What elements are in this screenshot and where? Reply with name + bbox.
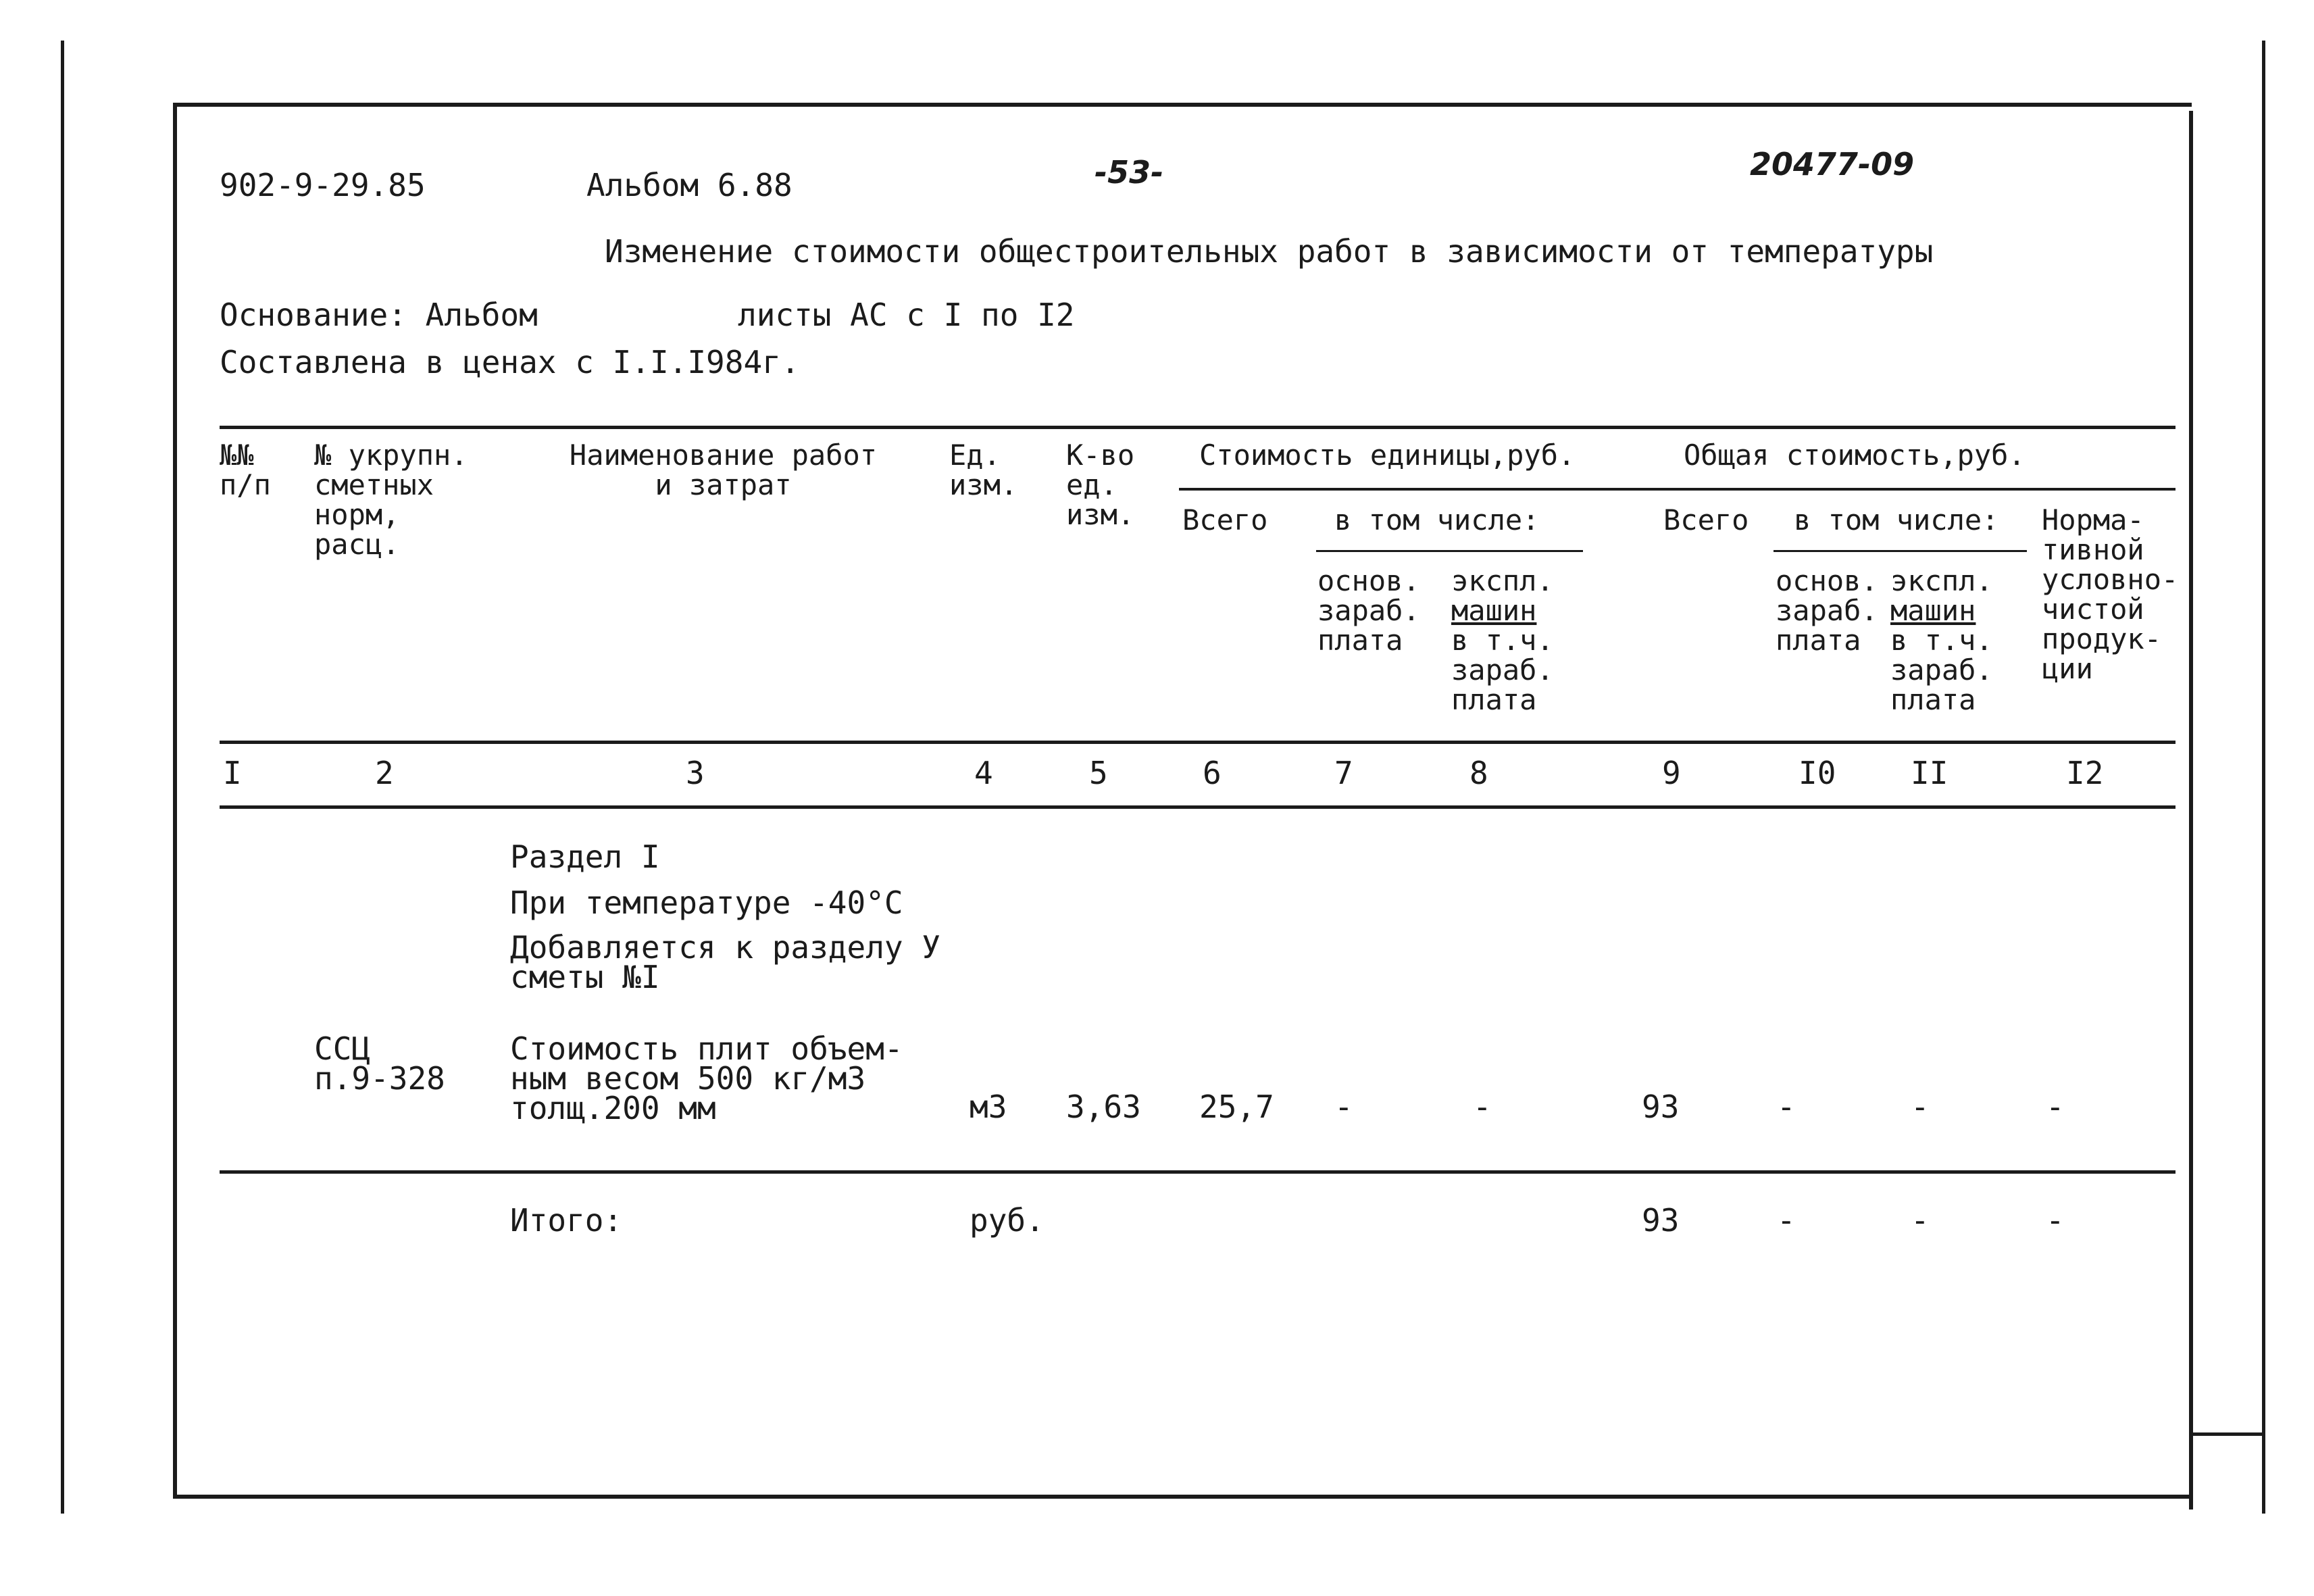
header-unit-total: Всего (1182, 503, 1268, 537)
column-number: 4 (974, 755, 993, 791)
row-name: Стоимость плит объем- ным весом 500 кг/м3 толщ.200 мм (510, 1030, 903, 1126)
summary-col-12: - (2046, 1202, 2065, 1239)
section-note: Добавляется к разделу У сметы №I (510, 929, 940, 995)
column-number: 7 (1334, 755, 1353, 791)
column-number: I2 (2066, 755, 2104, 791)
group-header-rule (1179, 488, 2175, 491)
registration-number: 20477-09 (1750, 146, 1915, 182)
summary-total: 93 (1642, 1202, 1680, 1239)
column-number: 3 (686, 755, 705, 791)
row-unit-total: 25,7 (1199, 1089, 1274, 1125)
row-unit-wage: - (1334, 1089, 1353, 1125)
section-title: Раздел I (510, 839, 660, 875)
header-col-1: №№ п/п (220, 439, 271, 501)
header-col-4: Ед. изм. (949, 439, 1018, 501)
row-total: 93 (1642, 1089, 1680, 1125)
table-top-rule (220, 426, 2175, 429)
rows-bottom-rule (220, 1170, 2175, 1174)
section-temperature: При температуре -40°С (510, 884, 903, 921)
summary-unit: руб. (970, 1202, 1045, 1239)
column-number: 5 (1089, 755, 1108, 791)
unit-incl-rule (1316, 550, 1583, 552)
header-total-cost-group: Общая стоимость,руб. (1684, 439, 2026, 472)
column-number: II (1911, 755, 1948, 791)
row-code: ССЦ п.9-328 (314, 1030, 445, 1097)
header-col-5: К-во ед. изм. (1066, 439, 1135, 531)
header-unit-cost-group: Стоимость единицы,руб. (1199, 439, 1576, 472)
doc-code: 902-9-29.85 (220, 167, 426, 203)
column-number: I0 (1799, 755, 1836, 791)
summary-col-11: - (1911, 1202, 1930, 1239)
frame-left (173, 103, 177, 1499)
row-total-wage: - (1777, 1089, 1796, 1125)
column-number: 2 (375, 755, 394, 791)
header-col-3: Наименование работ и затрат (569, 439, 878, 501)
row-total-machines: - (1911, 1089, 1930, 1125)
stamp-corner-line (2192, 1432, 2265, 1436)
column-number: 6 (1203, 755, 1222, 791)
header-unit-wage: основ. зараб. плата (1317, 564, 1420, 657)
page-number: -53- (1095, 154, 1164, 191)
basis-sheets: листы АС с I по I2 (738, 297, 1075, 333)
header-bottom-rule (220, 741, 2175, 744)
frame-right (2189, 111, 2193, 1510)
basis-label: Основание: Альбом (220, 297, 538, 333)
header-total-machines: экспл. машин в т.ч. зараб. плата (1890, 564, 1993, 716)
header-unit-machines: экспл. машин в т.ч. зараб. плата (1451, 564, 1554, 716)
left-margin-line (61, 41, 64, 1514)
frame-bottom (173, 1495, 2193, 1499)
header-unit-incl: в том числе: (1334, 503, 1540, 537)
summary-col-10: - (1777, 1202, 1796, 1239)
row-quantity: 3,63 (1066, 1089, 1141, 1125)
header-total-total: Всего (1663, 503, 1749, 537)
row-unit-machines: - (1473, 1089, 1492, 1125)
header-total-incl: в том числе: (1794, 503, 1999, 537)
summary-label: Итого: (510, 1202, 623, 1239)
document-title: Изменение стоимости общестроительных работ в зависимости от температуры (605, 233, 1934, 270)
colnum-bottom-rule (220, 805, 2175, 809)
frame-top (173, 103, 2192, 107)
header-norm-production: Норма- тивной условно- чистой продук- ции (2042, 503, 2179, 685)
header-total-wage: основ. зараб. плата (1776, 564, 1878, 657)
right-margin-line (2262, 41, 2265, 1514)
price-level: Составлена в ценах с I.I.I984г. (220, 344, 800, 380)
row-unit: м3 (970, 1089, 1007, 1125)
header-col-2: № укрупн. сметных норм, расц. (314, 439, 468, 561)
album-number: Альбом 6.88 (586, 167, 793, 203)
column-number: 9 (1662, 755, 1681, 791)
column-number: I (223, 755, 242, 791)
column-number: 8 (1469, 755, 1488, 791)
row-norm: - (2046, 1089, 2065, 1125)
total-incl-rule (1774, 550, 2027, 552)
